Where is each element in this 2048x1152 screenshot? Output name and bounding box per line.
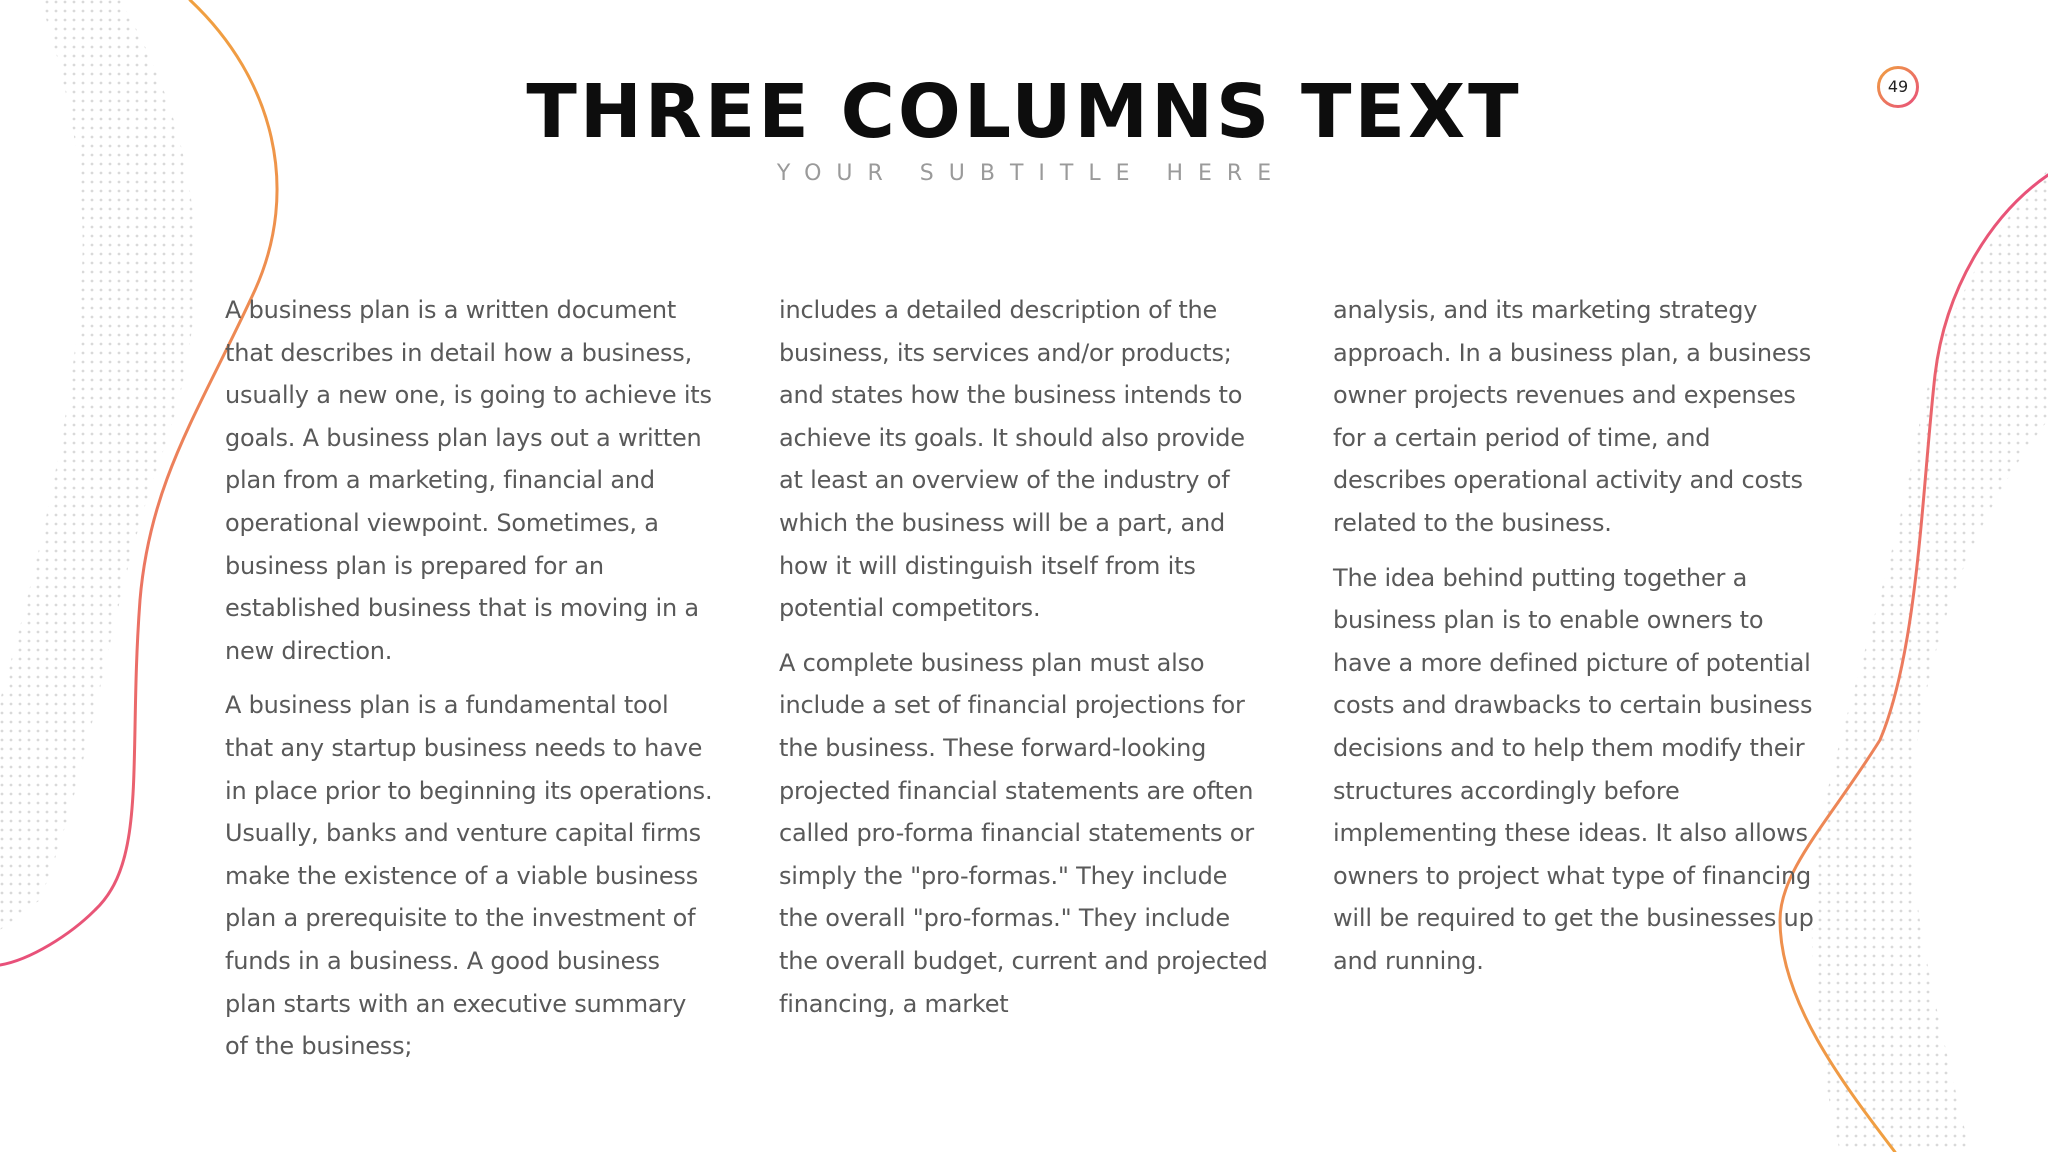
page-number: 49 <box>1887 77 1909 96</box>
column-3-paragraph-1: analysis, and its marketing strategy approach. In a business plan, a business owner projects revenues and expenses for a certain period of time, and describes operational activity and costs related to the business. <box>1333 296 1812 537</box>
slide-title: THREE COLUMNS TEXT <box>526 69 1522 155</box>
slide-subtitle: YOUR SUBTITLE HERE <box>776 161 1287 186</box>
column-2 <box>779 289 1269 1080</box>
column-1 <box>225 289 715 1080</box>
text-columns <box>225 289 1825 1080</box>
column-2-paragraph-2: A complete business plan must also include a set of financial projections for the business. These forward-looking projected financial statements are often called pro-forma financial statements or simply the "pro-formas." They include the overall "pro-formas." They include the overall budget, current and projected financing, a market <box>779 648 1268 1018</box>
dot-pattern-right <box>1812 170 2048 1152</box>
column-3 <box>1333 289 1823 1080</box>
page-number-badge <box>1876 65 1920 109</box>
column-2-paragraph-1: includes a detailed description of the business, its services and/or products; and states how the business intends to achieve its goals. It should also provide at least an overview of the industry of which the business will be a part, and how it will distinguish itself from its potential competitors. <box>779 296 1245 623</box>
column-3-paragraph-2: The idea behind putting together a business plan is to enable owners to have a more defined picture of potential costs and drawbacks to certain business decisions and to help them modify their structures accordingly before implementing these ideas. It also allows owners to project what type of financing will be required to get the businesses up and running. <box>1333 563 1814 975</box>
column-1-paragraph-2: A business plan is a fundamental tool that any startup business needs to have in place prior to beginning its operations. Usually, banks and venture capital firms make the existence of a viable business plan a prerequisite to the investment of funds in a business. A good business plan starts with an executive summary of the business; <box>225 691 713 1061</box>
column-1-paragraph-1: A business plan is a written document that describes in detail how a business, usually a new one, is going to achieve its goals. A business plan lays out a written plan from a marketing, financial and operational viewpoint. Sometimes, a business plan is prepared for an established business that is moving in a new direction. <box>225 296 712 665</box>
